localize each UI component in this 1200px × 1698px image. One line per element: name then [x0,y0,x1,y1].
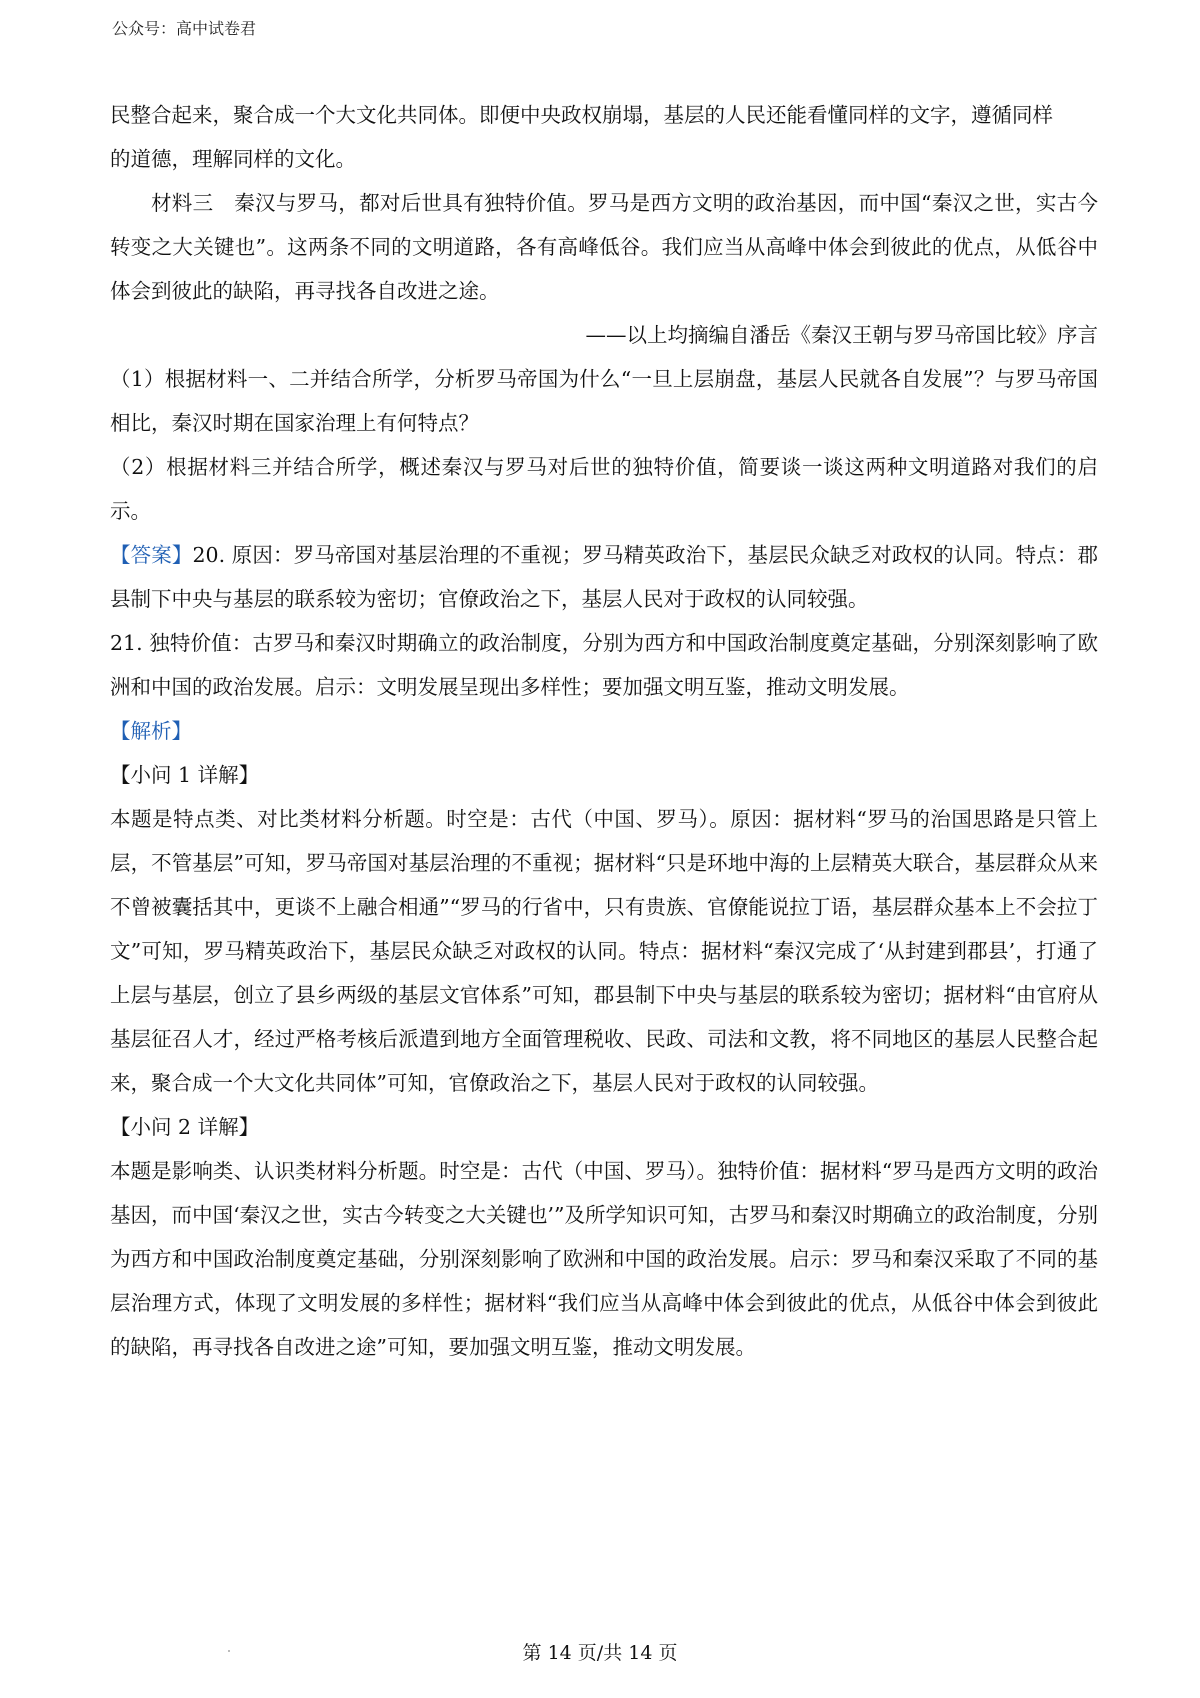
sub-question-1-text: 本题是特点类、对比类材料分析题。时空是：古代（中国、罗马）。原因：据材料“罗马的治国思路是只管上层，不管基层”可知，罗马帝国对基层治理的不重视；据材料“只是环地中海的上层精英大联合，基层群众从来不曾被囊括其中，更谈不上融合相通”“罗马的行省中，只有贵族、官僚能说拉丁语，基层群众基本上不会拉丁文”可知，罗马精英政治下，基层民众缺乏对政权的认同。特点：据材料“秦汉完成了‘从封建到郡县’，打通了上层与基层，创立了县乡两级的基层文官体系”可知，郡县制下中央与基层的联系较为密切；据材料“由官府从基层征召人才，经过严格考核后派遣到地方全面管理税收、民政、司法和文教，将不同地区的基层人民整合起来，聚合成一个大文化共同体”可知，官僚政治之下，基层人民对于政权的认同较强。 [110,807,1098,1095]
sub-question-2-text: 本题是影响类、认识类材料分析题。时空是：古代（中国、罗马）。独特价值：据材料“罗马是西方文明的政治基因，而中国‘秦汉之世，实古今转变之大关键也’”及所学知识可知，古罗马和秦汉时期确立的政治制度，分别为西方和中国政治制度奠定基础，分别深刻影响了欧洲和中国的政治发展。启示：罗马和秦汉采取了不同的基层治理方式，体现了文明发展的多样性；据材料“我们应当从高峰中体会到彼此的优点，从低谷中体会到彼此的缺陷，再寻找各自改进之途”可知，要加强文明互鉴，推动文明发展。 [110,1159,1098,1359]
page-header: 公众号：高中试卷君 [112,19,257,38]
question-2: （2）根据材料三并结合所学，概述秦汉与罗马对后世的独特价值，简要谈一谈这两种文明道路对我们的启示。 [110,455,1098,523]
material-three-label: 材料三 [151,191,214,215]
answer-20 [110,533,1098,621]
page-footer: 第 14 页/共 14 页 [522,1642,678,1664]
answer-label: 【答案】 [110,543,193,567]
material-source: ——以上均摘编自潘岳《秦汉王朝与罗马帝国比较》序言 [585,323,1098,347]
material-continuation-line2: 的道德，理解同样的文化。 [110,147,356,171]
question-1: （1）根据材料一、二并结合所学，分析罗马帝国为什么“一旦上层崩盘，基层人民就各自发展”？与罗马帝国相比，秦汉时期在国家治理上有何特点？ [110,367,1098,435]
sub-question-2-title: 【小问 2 详解】 [110,1115,260,1139]
analysis-label: 【解析】 [110,719,192,743]
answer-20-text: 20. 原因：罗马帝国对基层治理的不重视；罗马精英政治下，基层民众缺乏对政权的认同。特点：郡县制下中央与基层的联系较为密切；官僚政治之下，基层人民对于政权的认同较强。 [110,543,1098,611]
material-continuation-line1: 民整合起来，聚合成一个大文化共同体。即便中央政权崩塌，基层的人民还能看懂同样的文字，遵循同样 [110,103,1053,127]
answer-21: 21. 独特价值：古罗马和秦汉时期确立的政治制度，分别为西方和中国政治制度奠定基础，分别深刻影响了欧洲和中国的政治发展。启示：文明发展呈现出多样性；要加强文明互鉴，推动文明发展。 [110,631,1098,699]
sub-question-1-title: 【小问 1 详解】 [110,763,260,787]
material-three-text: 秦汉与罗马，都对后世具有独特价值。罗马是西方文明的政治基因，而中国“秦汉之世，实古今转变之大关键也”。这两条不同的文明道路，各有高峰低谷。我们应当从高峰中体会到彼此的优点，从低谷中体会到彼此的缺陷，再寻找各自改进之途。 [110,191,1098,303]
material-three [110,181,1098,313]
page-content [110,93,1098,1369]
